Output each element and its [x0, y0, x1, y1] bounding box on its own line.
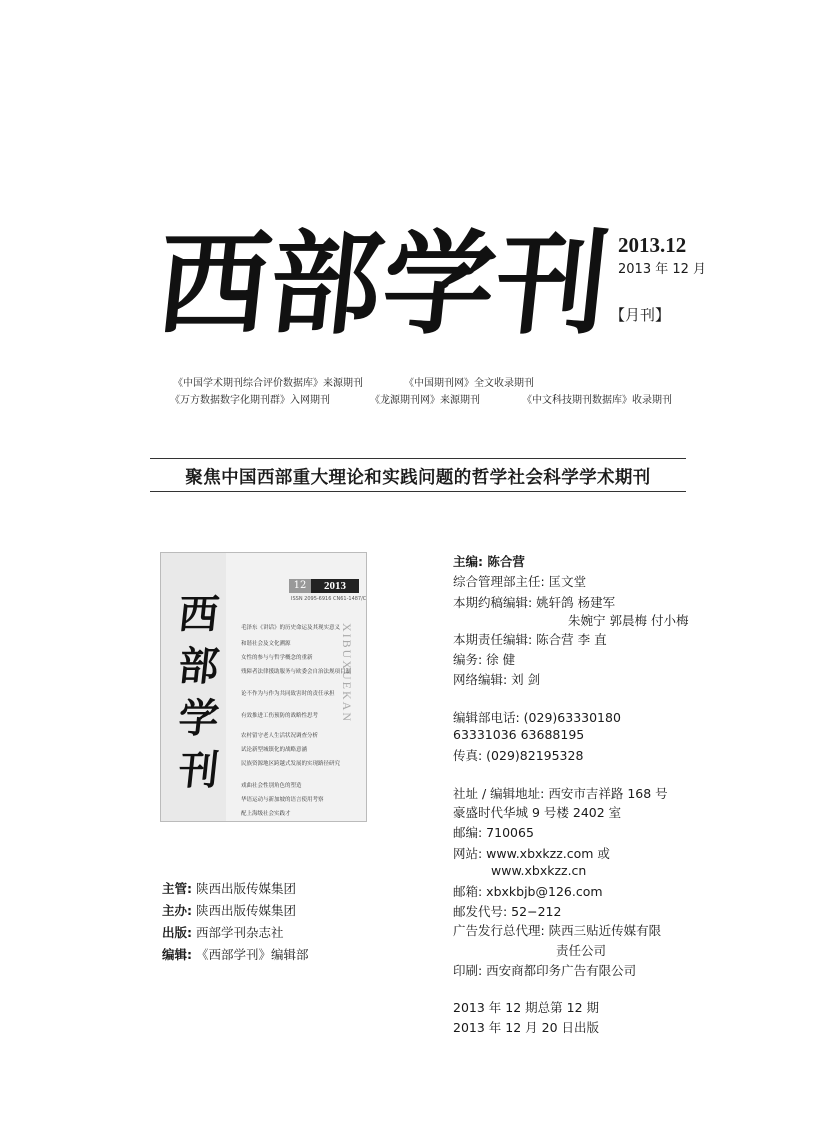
- cover-title-band: [161, 553, 226, 821]
- address: 豪盛时代华城 9 号楼 2402 室: [453, 805, 622, 820]
- issue-date: 2013 年 12 月: [618, 262, 707, 277]
- ad-agent: 责任公司: [556, 943, 607, 958]
- cover-toc-item: 残障者法律援助服务与欧委会自治法规项目制: [241, 669, 352, 675]
- cover-year: 2013: [324, 580, 346, 592]
- pub-date: 2013 年 12 月 20 日出版: [453, 1020, 599, 1035]
- cover-toc-item: 女性的参与与哲学概念的重新: [241, 655, 313, 661]
- cover-vertical-title: XIBUXUEKAN: [340, 623, 354, 723]
- slogan: 聚焦中国西部重大理论和实践问题的哲学社会科学学术期刊: [185, 468, 651, 488]
- cover-toc-item: 配上海级社会实践才: [241, 811, 291, 817]
- masthead-char: 部: [263, 219, 389, 350]
- issue-total: 2013 年 12 期总第 12 期: [453, 1000, 599, 1015]
- address: 社址 / 编辑地址: 西安市吉祥路 168 号: [453, 786, 668, 801]
- publisher-value: 西部学刊杂志社: [195, 925, 284, 940]
- postcode: 邮编: 710065: [453, 825, 534, 840]
- chief-editor: 主编: 陈合营: [453, 554, 525, 569]
- cover-issue-number: 12: [289, 579, 311, 593]
- indexing-item: 《万方数据数字化期刊群》入网期刊: [170, 395, 330, 406]
- publisher-value: 陕西出版传媒集团: [195, 881, 296, 896]
- indexing-item: 《龙源期刊网》来源期刊: [370, 395, 480, 406]
- cover-title-char: 部: [176, 643, 222, 690]
- cover-title-char: 学: [176, 695, 222, 742]
- publisher-row: [162, 901, 296, 919]
- cover-toc-item: 和谐社会及文化溯源: [241, 641, 291, 647]
- divider: [150, 458, 686, 459]
- masthead-logo: [151, 215, 615, 375]
- website: 网站: www.xbxkzz.com 或: [453, 846, 610, 861]
- website: www.xbxkzz.cn: [491, 863, 587, 878]
- web-editor: 网络编辑: 刘 剑: [453, 672, 541, 687]
- responsible-editors: 本期责任编辑: 陈合营 李 直: [453, 632, 607, 647]
- publisher-row: [162, 923, 284, 941]
- admin-dept-head: 综合管理部主任: 匡文堂: [453, 574, 587, 589]
- cover-toc-item: 农村留守老人生活状况调查分析: [241, 733, 319, 739]
- copy-editor: 编务: 徐 健: [453, 652, 516, 667]
- publisher-label: 主办:: [162, 903, 192, 918]
- email: 邮箱: xbxkbjb@126.com: [453, 884, 603, 899]
- indexing-item: 《中国学术期刊综合评价数据库》来源期刊: [173, 378, 363, 389]
- cover-toc-item: 民族资源地区跨越式发展的实现路径研究: [241, 761, 341, 767]
- fax: 传真: (029)82195328: [453, 748, 584, 763]
- phone: 63331036 63688195: [453, 727, 585, 742]
- contributing-editors: 朱婉宁 郭晨梅 付小梅: [568, 613, 689, 628]
- printer: 印刷: 西安商都印务广告有限公司: [453, 963, 637, 978]
- contributing-editors: 本期约稿编辑: 姚轩鸽 杨建军: [453, 595, 616, 610]
- publisher-label: 编辑:: [162, 947, 192, 962]
- cover-title-char: 西: [176, 591, 222, 638]
- masthead-char: 西: [151, 219, 277, 350]
- indexing-item: 《中文科技期刊数据库》收录期刊: [522, 395, 672, 406]
- publisher-row: [162, 945, 309, 963]
- cover-toc-item: 毛泽东《讲话》的历史命运及其现实意义: [241, 625, 341, 631]
- ad-agent: 广告发行总代理: 陕西三贴近传媒有限: [453, 923, 662, 938]
- masthead-char: 学: [376, 219, 502, 350]
- masthead-char: 刊: [489, 219, 615, 350]
- cover-toc-item: 试论新型城镇化的战略意涵: [241, 747, 308, 753]
- cover-issn: ISSN 2095-6916 CN61-1487/C: [291, 596, 367, 602]
- publisher-value: 《西部学刊》编辑部: [195, 947, 309, 962]
- cover-toc-item: 戏曲社会性别角色的塑造: [241, 783, 302, 789]
- indexing-item: 《中国期刊网》全文收录期刊: [404, 378, 534, 389]
- publisher-row: [162, 879, 296, 897]
- frequency-label: 【月刊】: [610, 306, 671, 324]
- publisher-label: 主管:: [162, 881, 192, 896]
- cover-thumbnail: [160, 552, 367, 822]
- cover-title-char: 刊: [176, 747, 222, 794]
- publisher-value: 陕西出版传媒集团: [195, 903, 296, 918]
- cover-toc-item: 论不作为与作为共同致害时的责任承担: [241, 691, 335, 697]
- cover-toc-item: 有效推进工伤预防的战略性思考: [241, 713, 319, 719]
- distribution-code: 邮发代号: 52−212: [453, 904, 562, 919]
- issue-number: 2013.12: [618, 233, 687, 257]
- publisher-label: 出版:: [162, 925, 192, 940]
- cover-toc-item: 华语运动与新加坡的语言使用考察: [241, 797, 324, 803]
- divider: [150, 491, 686, 492]
- phone: 编辑部电话: (029)63330180: [453, 710, 621, 725]
